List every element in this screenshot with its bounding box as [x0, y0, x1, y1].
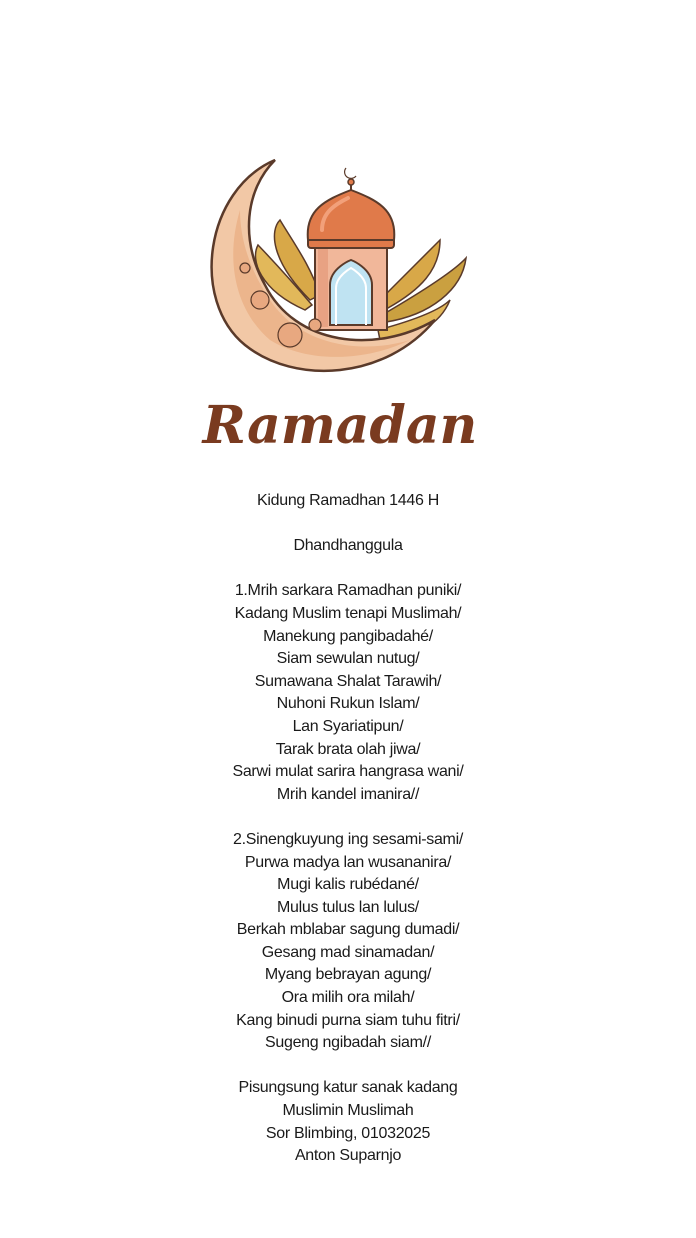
stanza-line: Manekung pangibadahé/: [263, 627, 433, 645]
stanza-line: Tarak brata olah jiwa/: [275, 740, 421, 758]
stanza-line: Sarwi mulat sarira hangrasa wani/: [232, 763, 464, 781]
stanza-line: 1.Mrih sarkara Ramadhan puniki/: [234, 582, 462, 600]
poem-meter: Dhandhanggula: [293, 537, 403, 555]
author-name: Anton Suparnjo: [294, 1147, 402, 1165]
stanza-line: Sumawana Shalat Tarawih/: [254, 672, 442, 690]
stanza-line: Siam sewulan nutug/: [276, 650, 420, 668]
ramadan-logo-text: Ramadan: [202, 395, 478, 456]
stanza-line: Kang binudi purna siam tuhu fitri/: [236, 1011, 460, 1029]
stanza-line: Myang bebrayan agung/: [264, 966, 432, 984]
stanza-1: [0, 580, 696, 806]
stanza-line: Purwa madya lan wusananira/: [244, 853, 452, 871]
closing-line: Muslimin Muslimah: [282, 1102, 414, 1120]
stanza-line: Mrih kandel imanira//: [276, 785, 420, 803]
stanza-line: Berkah mblabar sagung dumadi/: [236, 921, 460, 939]
ramadan-logo: [200, 150, 480, 480]
mosque-tower-icon: [308, 168, 395, 330]
stanza-line: 2.Sinengkuyung ing sesami-sami/: [233, 830, 463, 848]
stanza-2: [0, 829, 696, 1055]
crescent-moon-mosque-icon: [200, 150, 480, 480]
closing: [0, 1077, 696, 1167]
closing-place-date: Sor Blimbing, 01032025: [265, 1124, 431, 1142]
stanza-line: Ora milih ora milah/: [281, 989, 415, 1007]
poem-title: Kidung Ramadhan 1446 H: [257, 492, 439, 509]
stanza-line: Lan Syariatipun/: [292, 717, 404, 735]
stanza-line: Nuhoni Rukun Islam/: [276, 695, 420, 713]
stanza-line: Gesang mad sinamadan/: [261, 943, 435, 961]
stanza-line: Mulus tulus lan lulus/: [277, 898, 419, 916]
closing-line: Pisungsung katur sanak kadang: [238, 1079, 458, 1097]
stanza-line: Kadang Muslim tenapi Muslimah/: [234, 604, 462, 622]
stanza-line: Mugi kalis rubédané/: [277, 876, 419, 894]
stanza-line: Sugeng ngibadah siam//: [265, 1034, 431, 1052]
poem: [0, 490, 696, 1168]
